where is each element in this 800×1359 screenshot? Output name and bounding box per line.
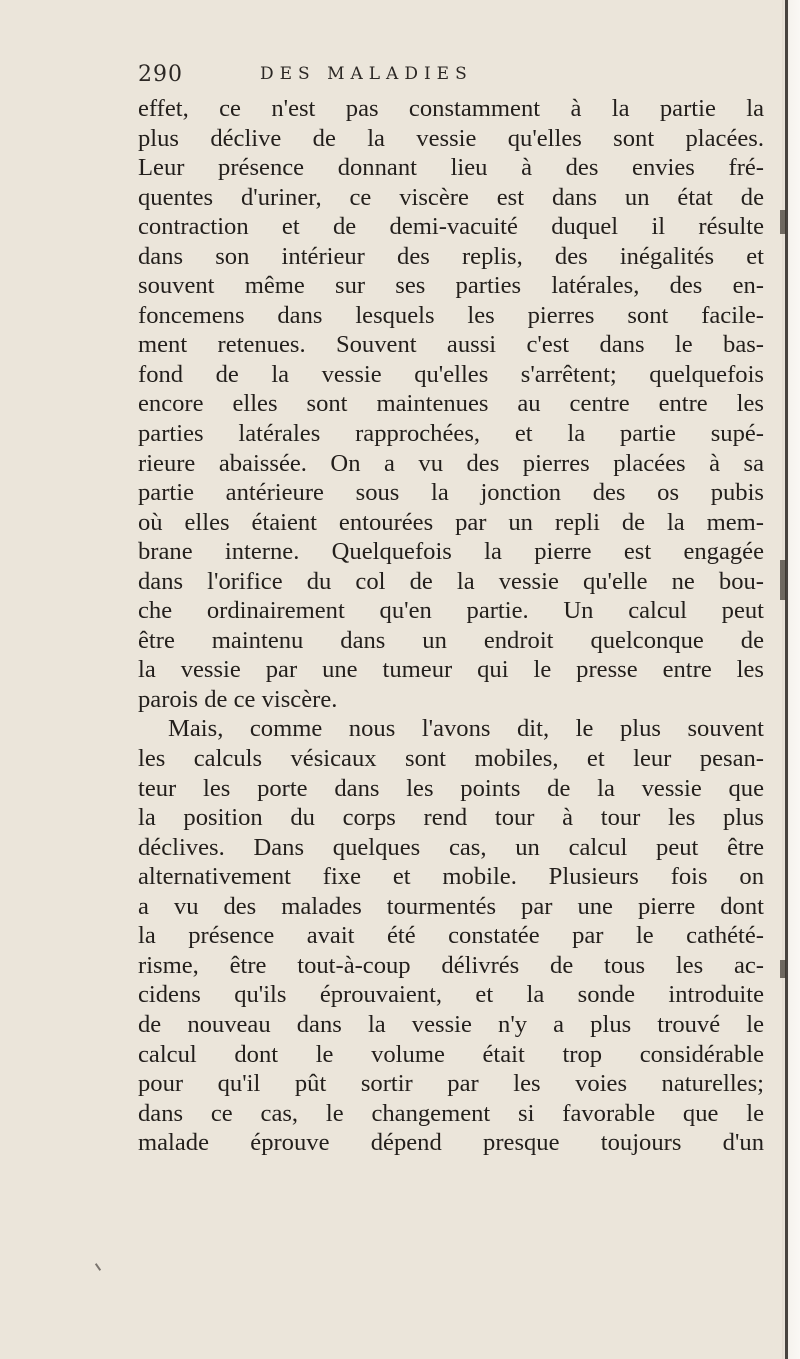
text-line: dans son intérieur des replis, des inégalités et: [138, 242, 764, 270]
text-line: la vessie par une tumeur qui le presse entre les: [138, 656, 764, 684]
text-line: che ordinairement qu'en partie. Un calcul peut: [138, 597, 764, 625]
text-line: parois de ce viscère.: [138, 685, 338, 713]
text-line: quentes d'uriner, ce viscère est dans un état de: [138, 183, 764, 211]
text-line: foncemens dans lesquels les pierres sont facile-: [138, 301, 764, 329]
page-number: 290: [138, 62, 183, 87]
text-line: être maintenu dans un endroit quelconque de: [138, 626, 764, 654]
text-line: teur les porte dans les points de la vessie que: [138, 774, 764, 802]
text-line: ment retenues. Souvent aussi c'est dans le bas-: [138, 331, 764, 359]
text-line: où elles étaient entourées par un repli de la mem-: [138, 508, 764, 536]
text-line: effet, ce n'est pas constamment à la partie la: [138, 95, 764, 122]
text-line: encore elles sont maintenues au centre entre les: [138, 390, 764, 418]
edge-mark: [780, 210, 786, 234]
margin-ink-mark: [95, 1263, 101, 1271]
text-line: dans l'orifice du col de la vessie qu'elle ne bou-: [138, 567, 764, 595]
text-line: risme, être tout-à-coup délivrés de tous les ac-: [138, 951, 764, 979]
text-line: a vu des malades tourmentés par une pierre dont: [138, 892, 764, 920]
text-line: déclives. Dans quelques cas, un calcul peut être: [138, 833, 764, 861]
text-line: pour qu'il pût sortir par les voies naturelles;: [138, 1070, 764, 1098]
text-line: brane interne. Quelquefois la pierre est engagée: [138, 538, 764, 566]
text-line: souvent même sur ses parties latérales, des en-: [138, 272, 764, 300]
text-line: partie antérieure sous la jonction des os pubis: [138, 479, 764, 507]
running-title: DES MALADIES: [260, 64, 473, 84]
text-line: malade éprouve dépend presque toujours d'un: [138, 1129, 764, 1157]
text-line: de nouveau dans la vessie n'y a plus trouvé le: [138, 1010, 764, 1038]
text-line: Mais, comme nous l'avons dit, le plus souvent: [168, 715, 764, 743]
text-line: contraction et de demi-vacuité duquel il résulte: [138, 213, 764, 241]
text-line: la position du corps rend tour à tour les plus: [138, 804, 764, 832]
edge-mark: [780, 960, 786, 978]
text-line: cidens qu'ils éprouvaient, et la sonde introduite: [138, 981, 764, 1009]
text-line: parties latérales rapprochées, et la partie supé-: [138, 420, 764, 448]
text-line: dans ce cas, le changement si favorable que le: [138, 1099, 764, 1127]
text-line: plus déclive de la vessie qu'elles sont placées.: [138, 124, 764, 152]
binding-shadow: [785, 0, 788, 1359]
text-line: rieure abaissée. On a vu des pierres placées à sa: [138, 449, 764, 477]
text-line: les calculs vésicaux sont mobiles, et leur pesan-: [138, 745, 764, 773]
body-text: [138, 94, 764, 1158]
text-line: calcul dont le volume était trop considérable: [138, 1040, 764, 1068]
text-line: la présence avait été constatée par le cathété-: [138, 922, 764, 950]
text-line: fond de la vessie qu'elles s'arrêtent; quelquefois: [138, 360, 764, 388]
edge-mark: [780, 560, 786, 600]
page-header: [138, 62, 698, 92]
text-line: Leur présence donnant lieu à des envies fré-: [138, 154, 764, 182]
text-line: alternativement fixe et mobile. Plusieurs fois on: [138, 863, 764, 891]
